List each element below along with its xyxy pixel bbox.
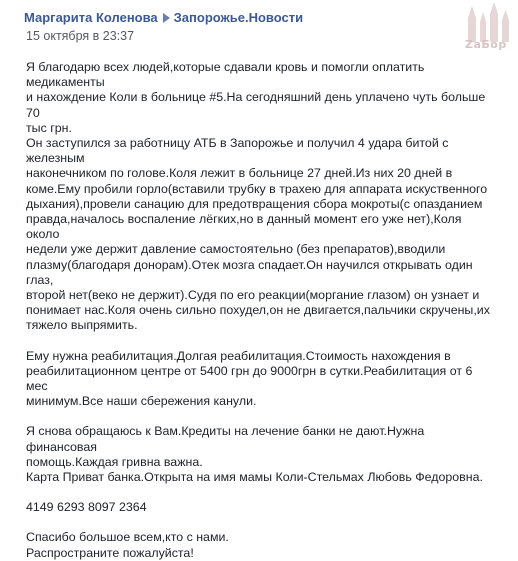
post-paragraph: Я снова обращаюсь к Вам.Кредиты на лечение банки не дают.Нужна финансовая помощь.Каждая гривна важна. Карта Приват банка.Открыта на имя мамы Коли-Стельмах Любовь Федоровна. xyxy=(26,424,483,485)
post-body xyxy=(24,60,496,561)
post-paragraph: Спасибо большое всем,кто с нами. Распространите пожалуйста! xyxy=(26,530,229,560)
post-timestamp[interactable]: 15 октября в 23:37 xyxy=(26,29,135,43)
watermark-logo xyxy=(462,2,516,58)
post-paragraph: Я благодарю всех людей,которые сдавали кровь и помогли оплатить медикаменты и нахождение Коли в больнице #5.На сегодняшний день уплачено чуть больше 70 тыс грн. Он заступился за работницу АТБ в Запорожье и получил 4 удара битой с железным наконечником по голове.Коля лежит в больнице 27 дней.Из них 20 дней в коме.Ему пробили горло(вставили трубку в трахею для аппарата искуственного дыхания),провели санацию для предотвращения сбора мокроты(с опазданием правда,началось воспаление лёгких,но в данный момент его уже нет),Коля около недели уже держит давление самостоятельно (без препаратов),вводили плазму(благодаря донорам).Отек мозга спадает.Он научился открывать один глаз, второй нет(веко не держит).Судя по его реакции(моргание глазом) он узнает и понимает нас.Коля очень сильно похудел,он не двигается,пальчики скручены,их тяжело выпрямить. xyxy=(26,60,490,333)
castle-icon xyxy=(462,2,516,42)
watermark-text: ZaБор xyxy=(465,38,507,51)
post-header xyxy=(24,8,496,28)
card-number: 4149 6293 8097 2364 xyxy=(26,500,147,515)
author-link[interactable]: Маргарита Коленова xyxy=(24,10,158,25)
group-link[interactable]: Запорожье.Новости xyxy=(173,10,304,25)
post-paragraph: Ему нужна реабилитация.Долгая реабилитация.Стоимость нахождения в реабилитационном центре от 5400 грн до 9000грн в сутки.Реабилитация от 6 мес минимум.Все наши сбережения канули. xyxy=(26,348,473,409)
arrow-right-icon xyxy=(163,13,170,23)
